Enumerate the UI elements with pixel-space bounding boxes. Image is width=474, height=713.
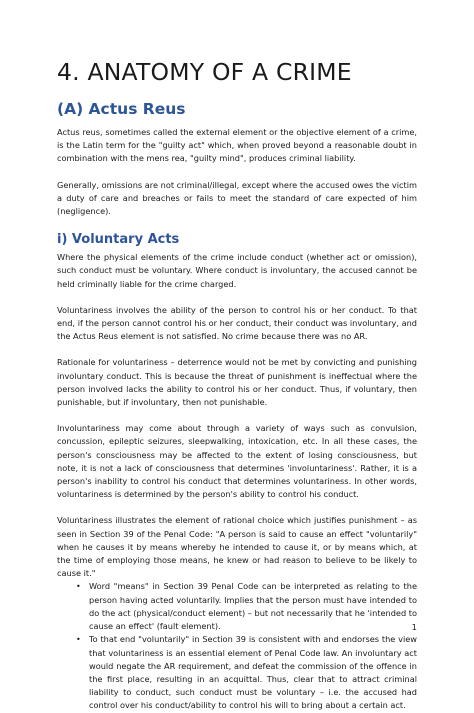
- list-item-text: Word "means" in Section 39 Penal Code can be interpreted as relating to the person having acted voluntarily. Implies that the person must have intended to do the act (physical/conduct element) – but not necessarily that he 'intended to cause an effect' (fault element).: [89, 581, 417, 632]
- subsection-heading-voluntary-acts: i) Voluntary Acts: [57, 232, 180, 248]
- paragraph-actus-reus-definition: Actus reus, sometimes called the external element or the objective element of a crime, is the Latin term for the "guilty act" which, when proved beyond a reasonable doubt in combination with the mens rea, "guilty mind", produces criminal liability.: [57, 127, 417, 164]
- list-item: [76, 633, 417, 712]
- paragraph-section-39: Voluntariness illustrates the element of rational choice which justifies punishment – as seen in Section 39 of the Penal Code: "A person is said to cause an effect "voluntarily" when he causes it by means whereby he intended to cause it, or by means which, at the time of employing those means, he knew or had reason to believe to be likely to cause it.": [57, 515, 417, 579]
- bullet-icon: •: [76, 582, 81, 592]
- paragraph-rationale: Rationale for voluntariness – deterrence would not be met by convicting and punishing involuntary conduct. This is because the threat of punishment is ineffectual where the person involved lacks the ability to control his or her conduct. Thus, if voluntary, then punishable, but if involuntary, then not punishable.: [57, 357, 417, 408]
- section-heading-actus-reus: (A) Actus Reus: [57, 100, 186, 118]
- list-item: [76, 580, 417, 633]
- bullet-list: [57, 580, 417, 712]
- page-number: 1: [411, 622, 417, 632]
- paragraph-involuntariness: Involuntariness may come about through a variety of ways such as convulsion, concussion, epileptic seizures, sleepwalking, intoxication, etc. In all these cases, the person's consciousness may be affected to the extent of losing consciousness, but note, it is not a lack of consciousness that determines 'involuntariness'. Rather, it is a person's inability to control his conduct that determines voluntariness. In other words, voluntariness is determined by the person's ability to control his conduct.: [57, 423, 417, 500]
- document-title: 4. ANATOMY OF A CRIME: [57, 58, 352, 86]
- bullet-icon: •: [76, 635, 81, 645]
- list-item-text: To that end "voluntarily" in Section 39 is consistent with and endorses the view that voluntariness is an essential element of Penal Code law. An involuntary act would negate the AR requirement, and defeat the commission of the offence in the first place, resulting in an acquittal. Thus, clear that to attract criminal liability to conduct, such conduct must be voluntary – i.e. the accused had control over his conduct/ability to control his will to bring about a certain act.: [89, 634, 417, 711]
- paragraph-voluntariness-control: Voluntariness involves the ability of the person to control his or her conduct. To that end, if the person cannot control his or her conduct, their conduct was involuntary, and the Actus Reus element is not satisfied. No crime because there was no AR.: [57, 304, 417, 342]
- paragraph-omissions: Generally, omissions are not criminal/illegal, except where the accused owes the victim a duty of care and breaches or fails to meet the standard of care expected of him (negligence).: [57, 179, 417, 217]
- paragraph-voluntary-conduct: Where the physical elements of the crime include conduct (whether act or omission), such conduct must be voluntary. Where conduct is involuntary, the accused cannot be held criminally liable for the crime charged.: [57, 252, 417, 289]
